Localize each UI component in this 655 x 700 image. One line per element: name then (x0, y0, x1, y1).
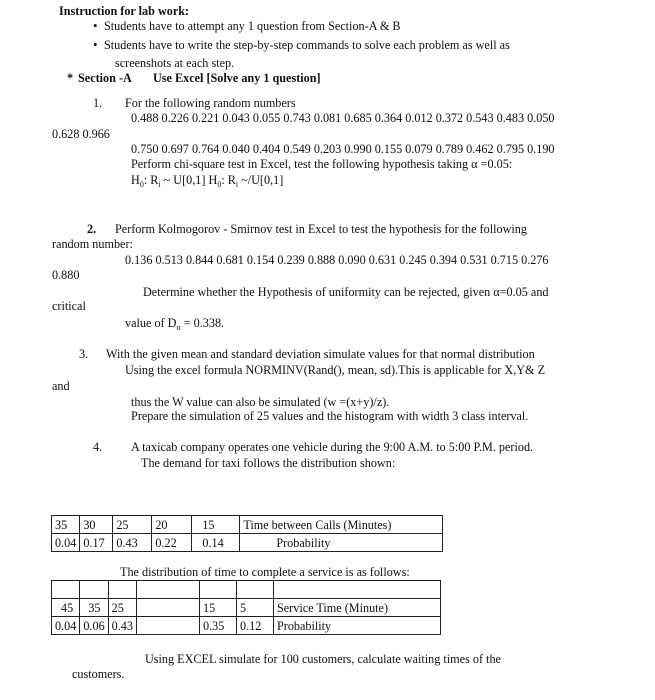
table-cell: 25 (113, 516, 152, 534)
table-cell: 0.22 (152, 534, 192, 552)
section-subtitle: Use Excel [Solve any 1 question] (153, 71, 321, 85)
instruction-1: Students have to attempt any 1 question from Section-A & B (104, 19, 401, 33)
q2-numbers: 0.136 0.513 0.844 0.681 0.154 0.239 0.888 0.090 0.631 0.245 0.394 0.531 0.715 0.276 (125, 253, 549, 267)
q3-line2: Using the excel formula NORMINV(Rand(), mean, sd).This is applicable for X,Y& Z (125, 363, 546, 377)
section-star: * (67, 71, 74, 85)
bullet-icon: • (93, 18, 98, 33)
q1-numbers-line1: 0.488 0.226 0.221 0.043 0.055 0.743 0.081 0.685 0.364 0.012 0.372 0.543 0.483 0.050 (131, 111, 555, 125)
table-cell: 0.12 (236, 617, 273, 635)
table-cell: 0.06 (80, 617, 108, 635)
table-cell (136, 581, 199, 599)
q3-line3: thus the W value can also be simulated (w =(x+y)/z). (131, 395, 390, 409)
table-cell: 0.04 (52, 534, 80, 552)
q2-determine: Determine whether the Hypothesis of uniformity can be rejected, given α=0.05 and (143, 285, 549, 299)
q1-instruction: Perform chi-square test in Excel, test the following hypothesis taking α =0.05: (131, 157, 513, 171)
q2-value: value of $D_\alpha = 0.338$. (125, 316, 225, 332)
table-row (52, 534, 443, 552)
q4-line1: A taxicab company operates one vehicle during the 9:00 A.M. to 5:00 P.M. period. (131, 440, 534, 454)
instruction-2: Students have to write the step-by-step commands to solve each problem as well as (104, 38, 510, 52)
table-cell: Service Time (Minute) (273, 599, 440, 617)
section-label: Section -A (78, 71, 132, 85)
table-cell: 0.43 (108, 617, 136, 635)
table-cell: 35 (52, 516, 80, 534)
table-cell (273, 581, 440, 599)
table-row (52, 599, 441, 617)
table-row (52, 581, 441, 599)
table-cell: Probability (240, 534, 443, 552)
q2-numbers2: 0.880 (52, 268, 80, 282)
table-cell: 0.17 (80, 534, 113, 552)
q3-and: and (52, 379, 70, 393)
table-cell: 0.35 (199, 617, 236, 635)
calls-distribution-table (51, 515, 443, 552)
q2-text2: random number: (52, 237, 133, 251)
table-cell (136, 617, 199, 635)
q1-numbers-line3: 0.750 0.697 0.764 0.040 0.404 0.549 0.203 0.990 0.155 0.079 0.789 0.462 0.795 0.190 (131, 142, 555, 156)
table-row (52, 617, 441, 635)
table-cell: Probability (273, 617, 440, 635)
table-cell: 35 (80, 599, 108, 617)
q1-numbers-line2: 0.628 0.966 (52, 127, 110, 141)
table-cell: Time between Calls (Minutes) (240, 516, 443, 534)
table-cell: 30 (80, 516, 113, 534)
bullet-icon: • (93, 37, 98, 52)
table-cell: 0.14 (192, 534, 240, 552)
q2-number: 2. (87, 222, 97, 236)
q1-hypothesis: $H_0$: $R_i$ ~ U[0,1] $H_0$: $R_i$ ~/U[0,1] (131, 173, 284, 189)
table-cell: 20 (152, 516, 192, 534)
table-cell: 25 (108, 599, 136, 617)
q4-final: Using EXCEL simulate for 100 customers, calculate waiting times of the (145, 652, 501, 666)
table-cell (199, 581, 236, 599)
q4-line2: The demand for taxi follows the distribution shown: (141, 456, 396, 470)
table-cell: 0.43 (113, 534, 152, 552)
q3-line1: With the given mean and standard deviation simulate values for that normal distribution (106, 347, 535, 361)
service-distribution-table (51, 580, 441, 635)
page-title: Instruction for lab work: (59, 4, 190, 18)
table-cell (236, 581, 273, 599)
table-cell (80, 581, 108, 599)
q4-number: 4. (93, 440, 103, 454)
table-cell: 5 (236, 599, 273, 617)
table-cell (52, 581, 80, 599)
table-cell (108, 581, 136, 599)
table-cell: 15 (192, 516, 240, 534)
table-row (52, 516, 443, 534)
q4-final2: customers. (72, 667, 125, 681)
table-cell: 45 (52, 599, 80, 617)
table-cell (136, 599, 199, 617)
q2-text: Perform Kolmogorov - Smirnov test in Excel to test the hypothesis for the following (115, 222, 527, 236)
q1-intro: For the following random numbers (125, 96, 296, 110)
table-cell: 0.04 (52, 617, 80, 635)
service-caption: The distribution of time to complete a service is as follows: (120, 565, 410, 579)
q3-line4: Prepare the simulation of 25 values and the histogram with width 3 class interval. (131, 409, 529, 423)
q1-number: 1. (93, 96, 103, 110)
instruction-3: screenshots at each step. (115, 56, 235, 70)
q3-number: 3. (79, 347, 89, 361)
table-cell: 15 (199, 599, 236, 617)
q2-critical: critical (52, 299, 86, 313)
